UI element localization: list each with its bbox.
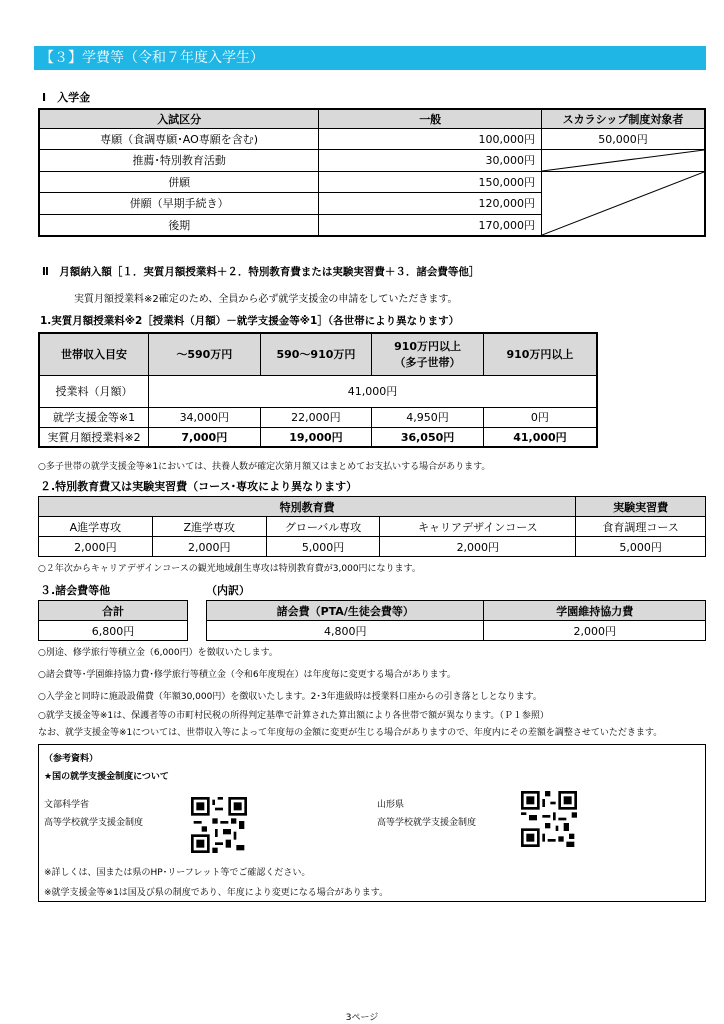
note-line: ○就学支援金等※1は、保護者等の市町村民税の所得判定基準で計算された算出額により各世帯で額が異なります。（Ｐ１参照） — [38, 711, 549, 721]
sub1-note: ○多子世帯の就学支援金等※1においては、扶養人数が確定次第月額又はまとめてお支払いする場合があります。 — [38, 462, 491, 472]
course-name: グローバル専攻 — [266, 517, 380, 537]
row-label: 授業料（月額） — [39, 375, 149, 407]
support-value: 22,000円 — [260, 407, 372, 427]
course-fee: 5,000円 — [266, 537, 380, 557]
course-fee: 2,000円 — [380, 537, 576, 557]
col-header-income-bracket: 590～910万円 — [260, 333, 372, 375]
course-name: A進学専攻 — [39, 517, 153, 537]
course-name: キャリアデザインコース — [380, 517, 576, 537]
row-label: 併願 — [39, 171, 319, 193]
row-general-fee: 120,000円 — [319, 193, 542, 215]
row-general-fee: 150,000円 — [319, 171, 542, 193]
breakdown-header: 学園維持協力費 — [484, 601, 706, 621]
net-tuition-value: 7,000円 — [149, 427, 261, 447]
reference-note: ※詳しくは、国または県のHP･リーフレット等でご確認ください。 — [44, 868, 311, 878]
row-label: 併願（早期手続き） — [39, 193, 319, 215]
note-line: ○入学金と同時に施設設備費（年額30,000円）を徴収いたします。2･3年進級時は授業料口座からの引き落としとなります。 — [38, 692, 542, 702]
reference-note: ※就学支援金等※1は国及び県の制度であり、年度により変更になる場合があります。 — [44, 888, 389, 898]
sub3-breakdown-title: （内訳） — [206, 584, 250, 597]
row-label: 後期 — [39, 214, 319, 236]
tuition-monthly-value: 41,000円 — [149, 375, 597, 407]
col-header-general: 一般 — [319, 109, 542, 128]
right-program: 高等学校就学支援金制度 — [377, 818, 477, 828]
left-program: 高等学校就学支援金制度 — [44, 818, 144, 828]
row-label: 就学支援金等※1 — [39, 407, 149, 427]
breakdown-value: 4,800円 — [207, 621, 484, 641]
row-label: 推薦･特別教育活動 — [39, 149, 319, 171]
course-fee: 2,000円 — [152, 537, 266, 557]
course-fee: 5,000円 — [576, 537, 706, 557]
net-tuition-value: 19,000円 — [260, 427, 372, 447]
col-header-income-bracket: ～590万円 — [149, 333, 261, 375]
row-general-fee: 170,000円 — [319, 214, 542, 236]
diagonal-cell — [541, 171, 705, 236]
course-name: 食育調理コース — [576, 517, 706, 537]
reference-subtitle: ★国の就学支援金制度について — [44, 772, 169, 782]
section1-heading: Ⅰ 入学金 — [42, 91, 91, 104]
reference-box — [38, 744, 706, 902]
sub3-title: ３.諸会費等他 — [40, 584, 111, 597]
col-header-scholarship: スカラシップ制度対象者 — [541, 109, 705, 128]
section2-heading: Ⅱ 月額納入額［１．実質月額授業料＋２．特別教育費または実験実習費＋３．諸会費等他］ — [42, 266, 480, 278]
col-header-income: 世帯収入目安 — [39, 333, 149, 375]
net-tuition-value: 41,000円 — [483, 427, 597, 447]
row-general-fee: 30,000円 — [319, 149, 542, 171]
tuition-table — [38, 332, 598, 448]
sub2-title: ２.特別教育費又は実験実習費（コース･専攻により異なります） — [40, 480, 358, 493]
course-name: Z進学専攻 — [152, 517, 266, 537]
right-org: 山形県 — [377, 800, 405, 810]
sub2-note: ○２年次からキャリアデザインコースの観光地域創生専攻は特別教育費が3,000円になります。 — [38, 564, 421, 574]
qr-code-right-icon[interactable] — [521, 791, 577, 847]
breakdown-value: 2,000円 — [484, 621, 706, 641]
sub1-title: 1.実質月額授業料※2［授業料（月額）－就学支援金等※1］（各世帯により異なります） — [40, 315, 460, 327]
reference-title: （参考資料） — [44, 754, 99, 764]
net-tuition-value: 36,050円 — [372, 427, 484, 447]
group-header-lab: 実験実習費 — [576, 497, 706, 517]
support-value: 34,000円 — [149, 407, 261, 427]
total-value: 6,800円 — [39, 621, 188, 641]
left-org: 文部科学省 — [44, 800, 90, 810]
note-line: なお、就学支援金等※1については、世帯収入等によって年度毎の金額に変更が生じる場合がありますので、年度内にその差額を調整させていただきます。 — [38, 728, 663, 738]
diagonal-cell — [541, 149, 705, 171]
admission-fee-table — [38, 108, 706, 237]
col-header-income-bracket: 910万円以上 （多子世帯） — [372, 333, 484, 375]
note-line: ○諸会費等･学園維持協力費･修学旅行等積立金（令和6年度現在）は年度毎に変更する場合があります。 — [38, 670, 456, 680]
total-label: 合計 — [39, 601, 188, 621]
col-header-income-bracket: 910万円以上 — [483, 333, 597, 375]
row-scholar-fee: 50,000円 — [541, 128, 705, 149]
section-banner: 【３】学費等（令和７年度入学生） — [34, 46, 706, 70]
course-fee: 2,000円 — [39, 537, 153, 557]
other-fee-breakdown-table — [206, 600, 706, 641]
support-value: 0円 — [483, 407, 597, 427]
row-label: 専願（食調専願･AO専願を含む) — [39, 128, 319, 149]
col-header-category: 入試区分 — [39, 109, 319, 128]
row-general-fee: 100,000円 — [319, 128, 542, 149]
special-fee-table — [38, 496, 706, 557]
row-label: 実質月額授業料※2 — [39, 427, 149, 447]
breakdown-header: 諸会費（PTA/生徒会費等） — [207, 601, 484, 621]
page-number: 3ページ — [345, 1013, 379, 1023]
qr-code-left-icon[interactable] — [191, 797, 247, 853]
support-value: 4,950円 — [372, 407, 484, 427]
other-fee-total-table — [38, 600, 188, 641]
note-line: ○別途、修学旅行等積立金（6,000円）を徴収いたします。 — [38, 648, 278, 658]
section2-intro: 実質月額授業料※2確定のため、全員から必ず就学支援金の申請をしていただきます。 — [74, 294, 458, 305]
group-header-special: 特別教育費 — [39, 497, 576, 517]
